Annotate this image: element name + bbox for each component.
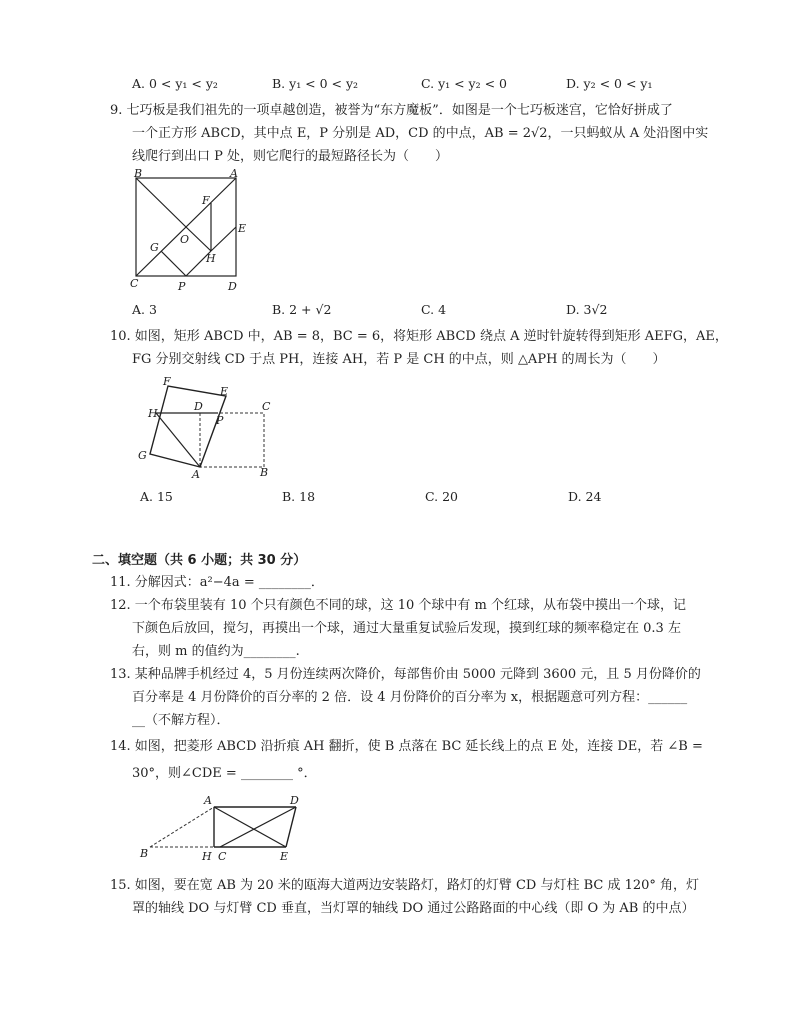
q10-rectangle-figure xyxy=(136,372,276,484)
q14-line-1: 14. 如图，把菱形 ABCD 沿折痕 AH 翻折，使 B 点落在 BC 延长线上的点 E 处，连接 DE，若 ∠B = xyxy=(110,739,703,754)
q9-label-o: O xyxy=(180,233,190,246)
q10-label-h: H xyxy=(148,407,158,420)
q10-label-c: C xyxy=(262,400,271,413)
q12-line-1: 12. 一个布袋里装有 10 个只有颜色不同的球，这 10 个球中有 m 个红球，从布袋中摸出一个球，记 xyxy=(110,598,687,613)
q9-tangram-figure xyxy=(126,166,250,296)
q10-label-p: P xyxy=(216,414,224,427)
q13-line-2: 百分率是 4 月份降价的百分率的 2 倍．设 4 月份降价的百分率为 x，根据题意可列方程：______ xyxy=(132,690,688,705)
q8-option-c: C. y₁ < y₂ < 0 xyxy=(421,76,508,91)
q14-rhombus-figure xyxy=(136,790,316,866)
q9-label-h: H xyxy=(206,252,216,265)
q8-option-d: D. y₂ < 0 < y₁ xyxy=(566,76,653,91)
q9-option-d: D. 3√2 xyxy=(566,302,608,317)
q14-label-c: C xyxy=(218,850,227,863)
q14-label-h: H xyxy=(202,850,212,863)
q10-option-b: B. 18 xyxy=(282,489,316,504)
q10-label-a: A xyxy=(192,468,200,481)
q12-line-3: 右，则 m 的值约为________. xyxy=(132,644,300,659)
q9-label-a: A xyxy=(230,167,238,180)
q14-label-d: D xyxy=(290,794,299,807)
section-title: 二、填空题（共 6 小题；共 30 分） xyxy=(92,553,307,568)
q14-label-e: E xyxy=(280,850,289,863)
q15-line-2: 罩的轴线 DO 与灯臂 CD 垂直，当灯罩的轴线 DO 通过公路路面的中心线（即 O 为 AB 的中点） xyxy=(132,901,695,916)
q9-label-e: E xyxy=(238,222,247,235)
q14-line-2: 30°，则∠CDE = ________ °． xyxy=(132,766,317,781)
q14-label-a: A xyxy=(204,794,212,807)
q12-line-2: 下颜色后放回，搅匀，再摸出一个球，通过大量重复试验后发现，摸到红球的频率稳定在 0.3 左 xyxy=(132,621,681,636)
q10-label-d: D xyxy=(194,400,203,413)
q10-label-e: E xyxy=(220,385,229,398)
q9-label-c: C xyxy=(130,277,139,290)
q9-label-g: G xyxy=(150,241,159,254)
q10-option-d: D. 24 xyxy=(568,489,602,504)
q9-option-c: C. 4 xyxy=(421,302,447,317)
q11-text: 11. 分解因式：a²−4a = ________． xyxy=(110,575,324,590)
q9-line-1: 9. 七巧板是我们祖先的一项卓越创造，被誉为“东方魔板”．如图是一个七巧板迷宫，它恰好拼成了 xyxy=(110,103,673,118)
q13-line-3: __（不解方程）． xyxy=(132,713,230,728)
q10-line-1: 10. 如图，矩形 ABCD 中，AB = 8，BC = 6，将矩形 ABCD 绕点 A 逆时针旋转得到矩形 AEFG，AE， xyxy=(110,329,728,344)
q8-option-a: A. 0 < y₁ < y₂ xyxy=(132,76,218,91)
q10-label-g: G xyxy=(138,449,147,462)
q13-line-1: 13. 某种品牌手机经过 4，5 月份连续两次降价，每部售价由 5000 元降到 3600 元，且 5 月份降价的 xyxy=(110,667,701,682)
q9-label-f: F xyxy=(202,194,210,207)
q9-label-d: D xyxy=(228,280,237,293)
q9-line-2: 一个正方形 ABCD，其中点 E，P 分别是 AD，CD 的中点，AB = 2√2，一只蚂蚁从 A 处沿图中实 xyxy=(132,126,709,141)
q10-line-2: FG 分别交射线 CD 于点 PH，连接 AH，若 P 是 CH 的中点，则 △APH 的周长为（ ） xyxy=(132,352,666,367)
q10-label-f: F xyxy=(163,375,171,388)
q10-label-b: B xyxy=(260,466,269,479)
q9-line-3: 线爬行到出口 P 处，则它爬行的最短路径长为（ ） xyxy=(132,149,449,164)
q9-label-b: B xyxy=(134,167,143,180)
q8-option-b: B. y₁ < 0 < y₂ xyxy=(272,76,359,91)
q15-line-1: 15. 如图，要在宽 AB 为 20 米的瓯海大道两边安装路灯，路灯的灯臂 CD 与灯柱 BC 成 120° 角，灯 xyxy=(110,878,700,893)
q14-label-b: B xyxy=(140,847,149,860)
q10-option-a: A. 15 xyxy=(140,489,173,504)
q10-option-c: C. 20 xyxy=(425,489,458,504)
q9-label-p: P xyxy=(178,280,186,293)
q9-option-a: A. 3 xyxy=(132,302,157,317)
q9-option-b: B. 2 + √2 xyxy=(272,302,332,317)
